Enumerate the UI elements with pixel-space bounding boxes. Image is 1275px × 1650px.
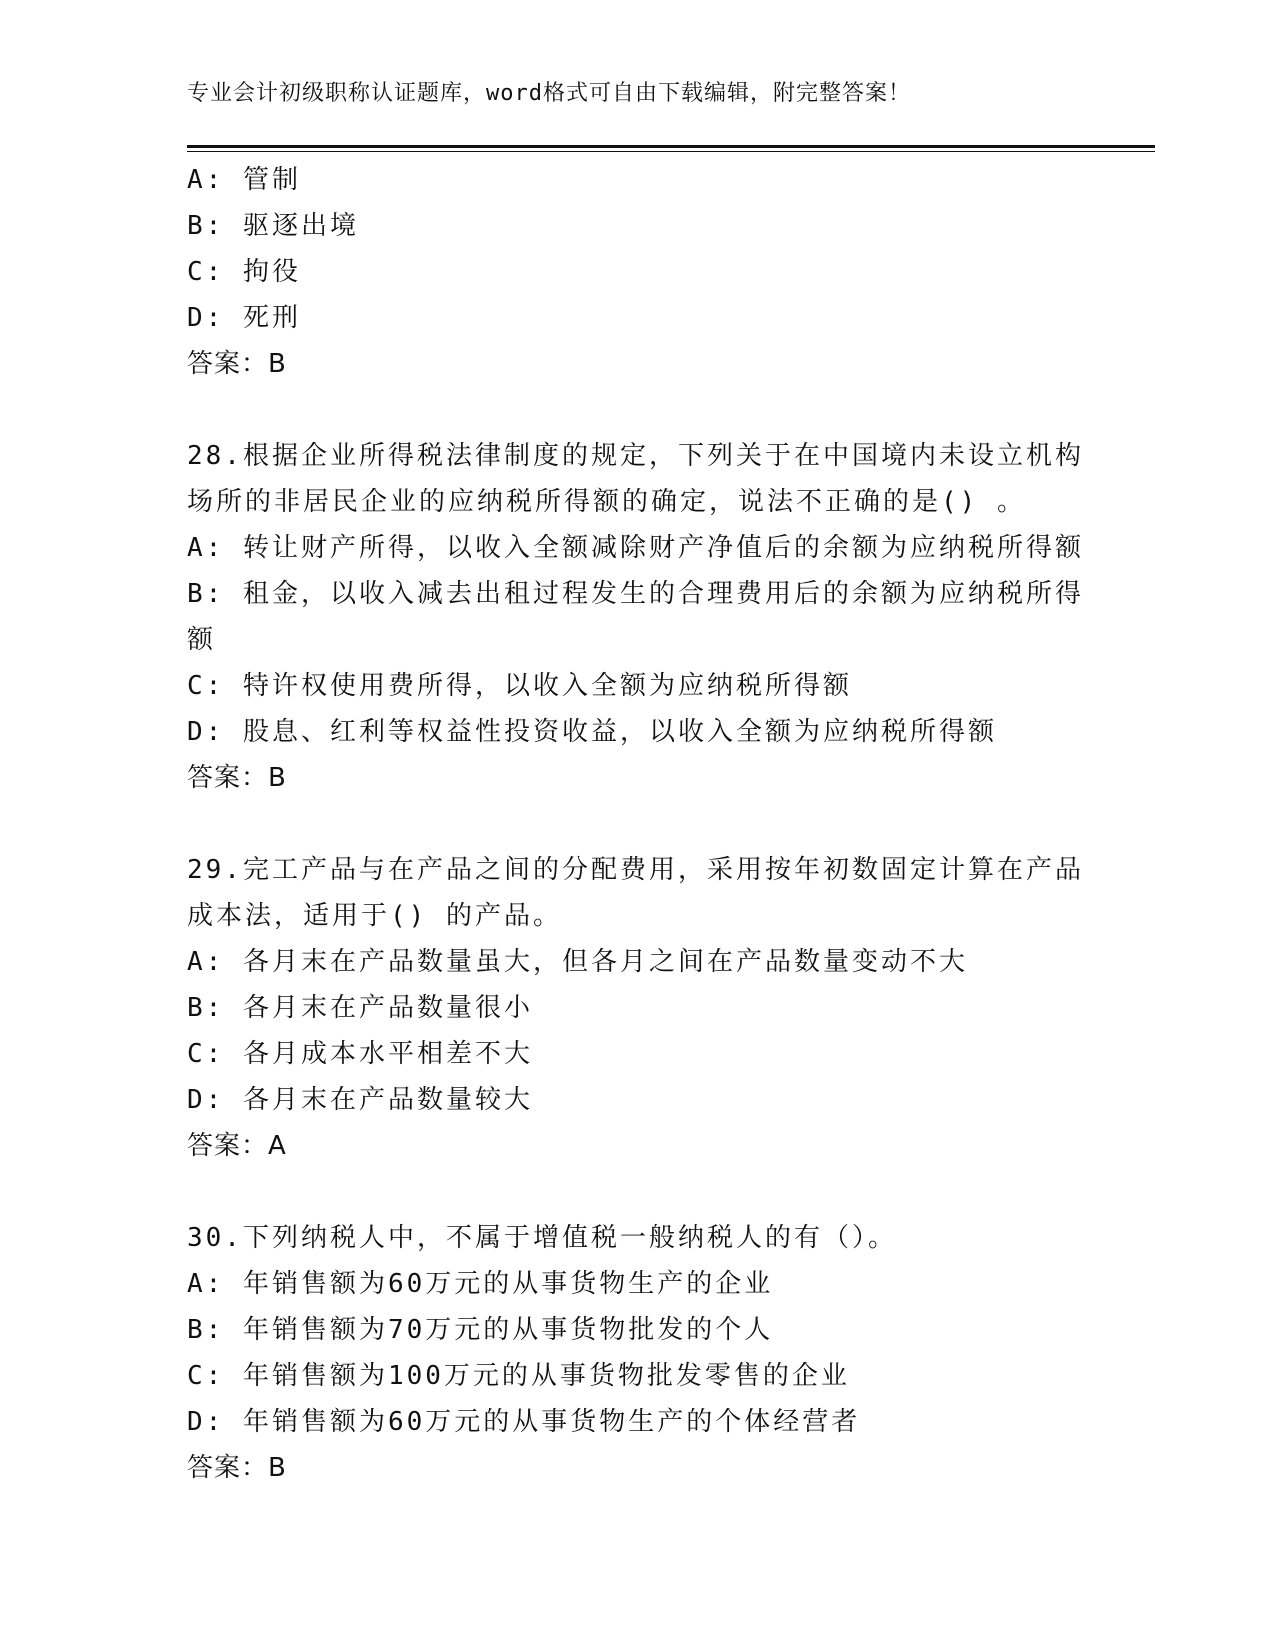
- page-header: 专业会计初级职称认证题库，word格式可自由下载编辑，附完整答案！: [187, 81, 911, 106]
- answer-line: 答案：B: [187, 1453, 287, 1483]
- header-divider-thin: [187, 151, 1155, 152]
- option-line: A: 转让财产所得，以收入全额减除财产净值后的余额为应纳税所得额: [187, 533, 1084, 563]
- option-line: B: 租金，以收入减去出租过程发生的合理费用后的余额为应纳税所得: [187, 579, 1084, 609]
- question-stem: 28.根据企业所得税法律制度的规定，下列关于在中国境内未设立机构: [187, 441, 1084, 471]
- question-stem: 场所的非居民企业的应纳税所得额的确定，说法不正确的是() 。: [187, 487, 1026, 517]
- header-divider-thick: [187, 145, 1155, 148]
- spacer: [187, 1169, 1087, 1215]
- option-line: C: 年销售额为100万元的从事货物批发零售的企业: [187, 1361, 850, 1391]
- option-line: 额: [187, 625, 217, 655]
- option-line: B: 各月末在产品数量很小: [187, 993, 533, 1023]
- answer-line: 答案：A: [187, 1131, 287, 1161]
- spacer: [187, 801, 1087, 847]
- prev-question-block: [187, 157, 1087, 387]
- question-stem: 成本法，适用于() 的产品。: [187, 901, 562, 931]
- option-line: B: 年销售额为70万元的从事货物批发的个人: [187, 1315, 774, 1345]
- option-line: A: 管制: [187, 165, 301, 195]
- option-line: A: 年销售额为60万元的从事货物生产的企业: [187, 1269, 774, 1299]
- question-block-30: [187, 1215, 1087, 1491]
- option-line: B: 驱逐出境: [187, 211, 359, 241]
- question-stem: 29.完工产品与在产品之间的分配费用，采用按年初数固定计算在产品: [187, 855, 1084, 885]
- option-line: C: 各月成本水平相差不大: [187, 1039, 533, 1069]
- answer-line: 答案：B: [187, 763, 287, 793]
- question-block-28: [187, 433, 1087, 801]
- answer-line: 答案：B: [187, 349, 287, 379]
- option-line: D: 股息、红利等权益性投资收益，以收入全额为应纳税所得额: [187, 717, 997, 747]
- spacer: [187, 387, 1087, 433]
- option-line: D: 各月末在产品数量较大: [187, 1085, 533, 1115]
- option-line: A: 各月末在产品数量虽大，但各月之间在产品数量变动不大: [187, 947, 968, 977]
- option-line: C: 拘役: [187, 257, 301, 287]
- option-line: C: 特许权使用费所得，以收入全额为应纳税所得额: [187, 671, 852, 701]
- option-line: D: 年销售额为60万元的从事货物生产的个体经营者: [187, 1407, 861, 1437]
- question-stem: 30.下列纳税人中，不属于增值税一般纳税人的有（）。: [187, 1223, 897, 1253]
- option-line: D: 死刑: [187, 303, 301, 333]
- question-content: [187, 157, 1087, 1491]
- question-block-29: [187, 847, 1087, 1169]
